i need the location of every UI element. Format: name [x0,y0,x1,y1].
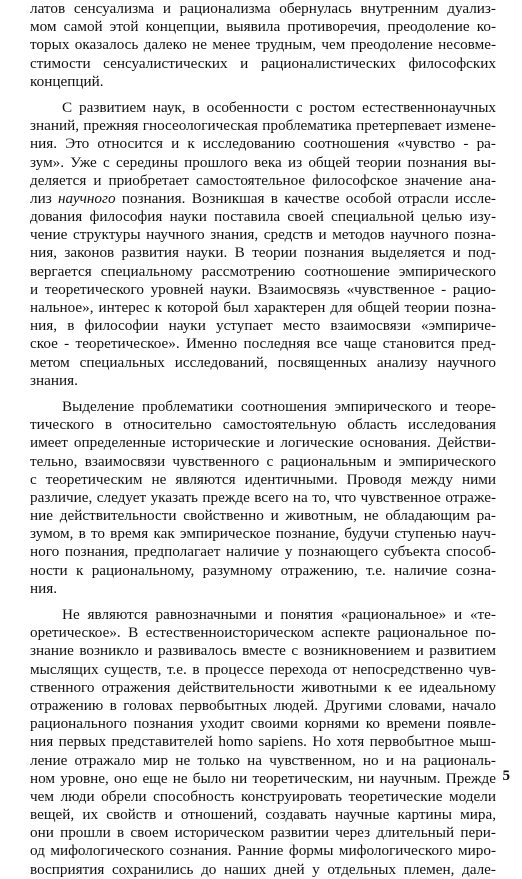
text-line: ление отражало мир не только на чувственном, но и на рациональ- [30,751,496,769]
text-line: дования философия науки поставила своей специальной целью изу- [30,208,496,226]
text-line: С развитием наук, в особенности с ростом естественнонаучных [62,98,496,116]
text-line: ности к рациональному, разумному отражению, т.е. наличие созна- [30,561,496,579]
text-line: ния. Это относится и к исследованию соотношения «чувство - ра- [30,135,496,153]
text-line: ние действительности свойственно и животным, не обладающим ра- [30,507,496,525]
emphasis-text: научного [57,189,116,207]
text-line: имеет определенные исторические и логические основания. Действи- [30,434,496,452]
text-line: вергается специальному рассмотрению соотношение эмпирического [30,262,496,280]
text-line: метом специальных исследований, посвященных анализу научного [30,353,496,371]
text-line: чение структуры научного знания, средств и методов научного позна- [30,226,496,244]
text-line: чем люди обрели способность конструировать теоретические модели [30,787,496,805]
paragraph-1 [30,0,496,91]
page-number: 5 [502,768,510,784]
text-line: нальное», интерес к которой был характерен для общей теории позна- [30,299,496,316]
text-line: Не являются равнозначными и понятия «рациональное» и «те- [62,606,496,623]
text-line: ское - теоретическое». Именно последняя все чаще становится пред- [30,335,496,353]
text-line: деляется и приобретает самостоятельное философское значение ана- [30,171,496,189]
text-line: зум». Уже с середины прошлого века из общей теории познания вы- [30,153,496,171]
text-line: стимости сенсуалистических и рационалистических философских [30,54,496,72]
text-line: знание возникло и развивалось вместе с возникновением и развитием [30,642,496,660]
text-line: вещей, их свойств и отношений, создавать научные картины мира, [30,806,496,824]
text-line: концепций. [30,72,104,90]
text-line: латов сенсуализма и рационализма обернулась внутренним дуализ- [30,0,496,17]
text-line: и теоретического уровней науки. Взаимосвязь «чувственное - рацио- [30,280,496,298]
text-line: Выделение проблематики соотношения эмпирического и теоре- [62,397,496,415]
text-line: лиз научного познания. Возникшая в качестве особой отрасли иссле- [30,189,496,207]
page-body [30,0,496,879]
text-line: ном уровне, оно еще не было ни теоретическим, ни научным. Прежде [30,769,496,787]
text-line: с теоретическим не являются идентичными. Проводя между ними [30,470,496,488]
paragraph-4 [30,606,496,879]
text-line: знания. [30,371,78,389]
text-line: ния первых представителей homo sapiens. Но хотя первобытное мыш- [30,733,496,751]
text-line: ственного отражения действительности животными к ее идеальному [30,678,496,696]
text-line: мом самой этой концепции, выявила противоречия, преодоление ко- [30,18,496,36]
text-line: ния, в философии науки уступает место взаимосвязи «эмпириче- [30,317,496,335]
text-line: они прошли в своем историческом развитии через длительный пери- [30,824,496,842]
text-line: восприятия сохранились до наших дней у отдельных племен, дале- [30,860,496,878]
text-line: ного познания, предполагает наличие у познающего субъекта способ- [30,543,496,561]
text-line: тического в относительно самостоятельную область исследования [30,416,496,434]
text-line: оретическое». В естественноисторическом аспекте рациональное по- [30,624,496,642]
text-line: тельно, взаимосвязи чувственного с рациональным и эмпирического [30,452,496,470]
text-line: знаний, прежняя гносеологическая проблематика претерпевает измене- [30,117,496,135]
text-line: рационального познания уходит своими корнями ко времени появле- [30,715,496,733]
paragraph-3 [30,398,496,598]
text-line: различие, следует указать прежде всего на то, что чувственное отраже- [30,488,496,506]
text-line: од мифологического сознания. Ранние формы мифологического миро- [30,842,496,860]
paragraph-2 [30,99,496,390]
text-line: ния, законов развития науки. В теории познания выделяется и под- [30,244,496,262]
text-line: мыслящих существ, т.е. в процессе перехода от непосредственно чув- [30,660,496,678]
text-line: торых оказалось далеко не менее трудным, чем преодоление несовме- [30,36,496,54]
text-line: зумом, в то время как эмпирическое познание, будучи ступенью науч- [30,525,496,543]
text-line: отражению в головах первобытных людей. Другими словами, начало [30,696,496,714]
text-line: ния. [30,579,58,597]
